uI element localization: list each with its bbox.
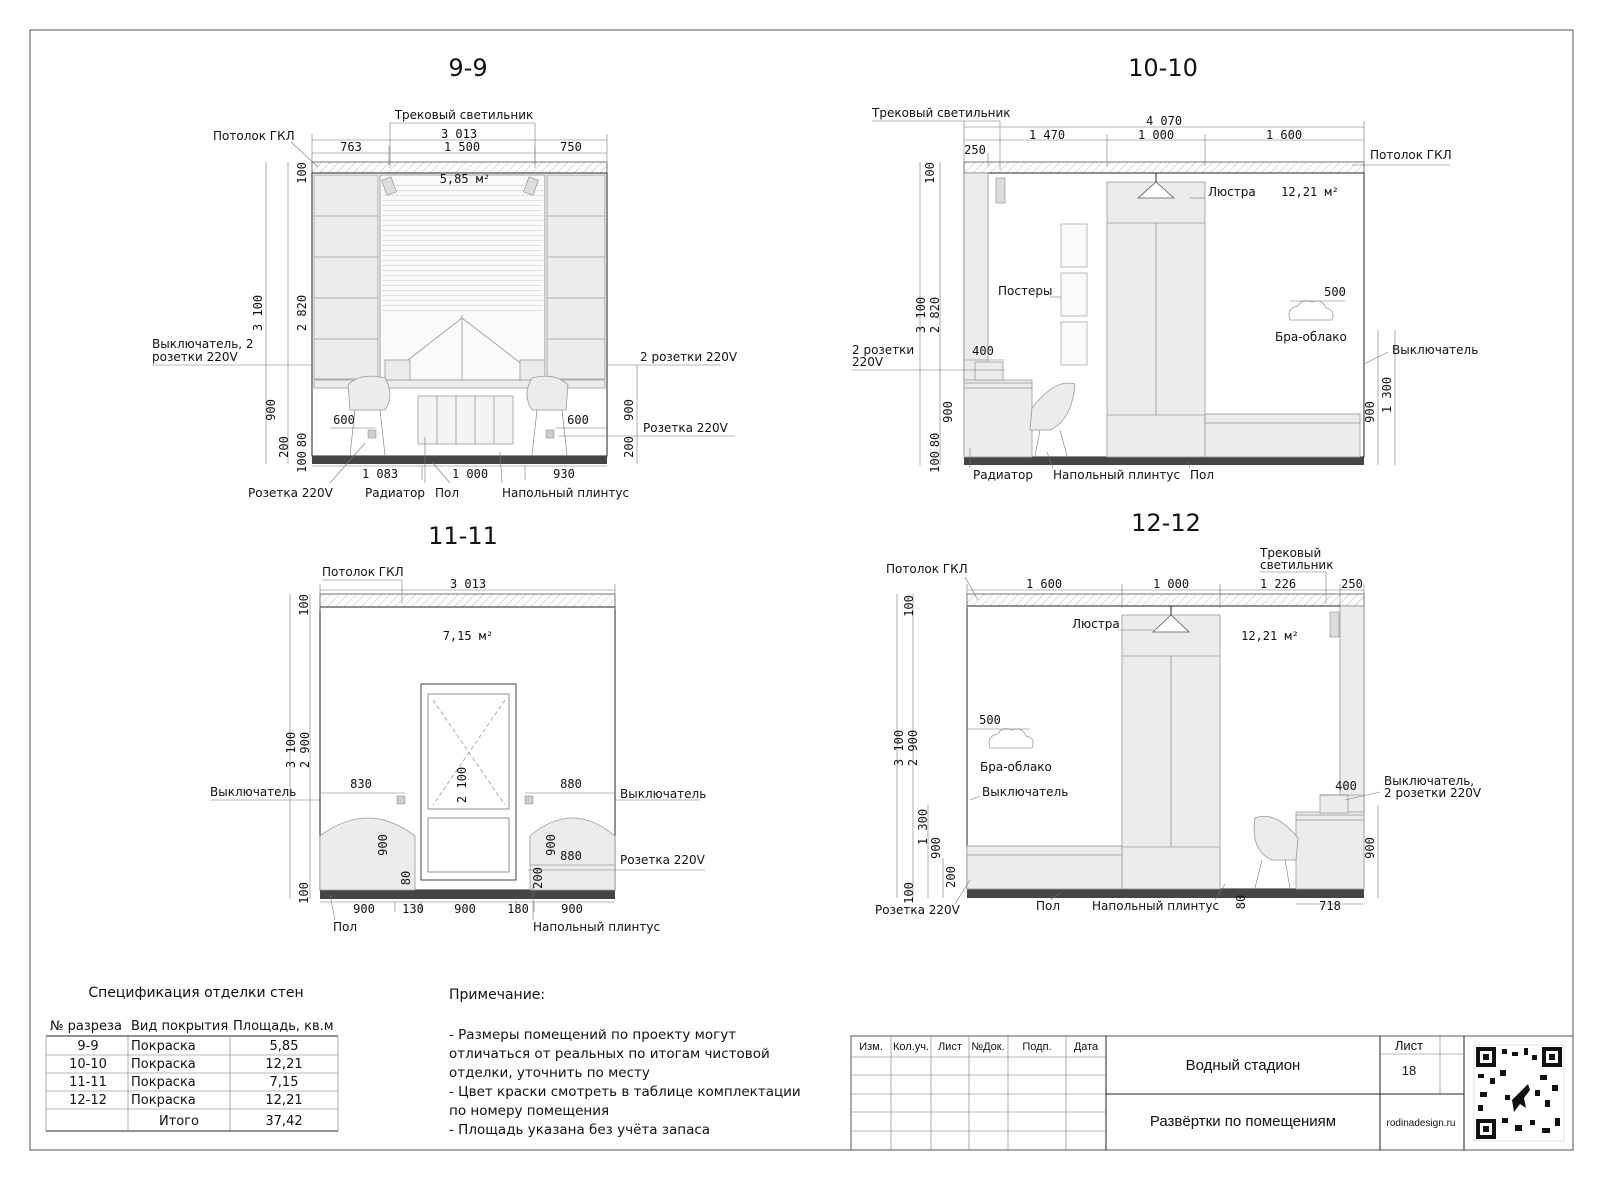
- svg-text:200: 200: [277, 436, 291, 458]
- svg-text:220V: 220V: [852, 355, 884, 369]
- spec-cell: 9-9: [77, 1039, 99, 1054]
- svg-text:Розетка 220V: Розетка 220V: [248, 486, 333, 500]
- svg-text:1 300: 1 300: [916, 808, 930, 846]
- svg-text:1 000: 1 000: [451, 467, 489, 481]
- note-line: отличаться от реальных по итогам чистовой: [449, 1046, 770, 1062]
- svg-text:Потолок ГКЛ: Потолок ГКЛ: [1370, 148, 1452, 162]
- svg-text:2 900: 2 900: [298, 731, 312, 769]
- svg-text:880: 880: [560, 849, 582, 863]
- svg-text:2 820: 2 820: [928, 296, 942, 334]
- svg-text:400: 400: [1335, 779, 1357, 793]
- svg-text:2 900: 2 900: [906, 729, 920, 767]
- svg-text:2 розетки 220V: 2 розетки 220V: [1384, 786, 1482, 800]
- svg-text:3 100: 3 100: [284, 731, 298, 769]
- svg-text:1 300: 1 300: [1380, 376, 1394, 414]
- svg-text:4 070: 4 070: [1145, 114, 1183, 128]
- spec-header: № разреза: [50, 1019, 122, 1034]
- svg-text:130: 130: [402, 902, 424, 916]
- sheet-number: 18: [1401, 1063, 1417, 1078]
- svg-text:2 розетки: 2 розетки: [852, 343, 915, 357]
- svg-text:100: 100: [295, 451, 309, 473]
- svg-text:250: 250: [964, 143, 986, 157]
- svg-text:Выключатель, 2: Выключатель, 2: [152, 337, 254, 351]
- note-line: - Площадь указана без учёта запаса: [449, 1122, 711, 1138]
- svg-text:Выключатель: Выключатель: [620, 787, 707, 801]
- svg-text:Пол: Пол: [435, 486, 460, 500]
- svg-text:100: 100: [297, 594, 311, 616]
- section-title: 10-10: [1128, 54, 1198, 82]
- site-url: rodinadesign.ru: [1386, 1118, 1456, 1129]
- svg-text:200: 200: [622, 436, 636, 458]
- tb-col: Изм.: [859, 1041, 883, 1053]
- svg-text:80: 80: [399, 870, 413, 886]
- spec-cell: 5,85: [269, 1039, 299, 1054]
- svg-text:Выключатель,: Выключатель,: [1384, 774, 1475, 788]
- spec-cell: Покраска: [131, 1075, 196, 1090]
- svg-text:930: 930: [553, 467, 575, 481]
- svg-text:180: 180: [507, 902, 529, 916]
- svg-text:80: 80: [1234, 894, 1248, 910]
- svg-text:100: 100: [902, 882, 916, 904]
- spec-cell: 10-10: [69, 1057, 107, 1072]
- svg-text:880: 880: [560, 777, 582, 791]
- svg-text:718: 718: [1319, 899, 1341, 913]
- svg-text:900: 900: [544, 834, 558, 856]
- svg-text:1 600: 1 600: [1025, 577, 1063, 591]
- svg-text:900: 900: [264, 399, 278, 421]
- svg-text:Трековый: Трековый: [1260, 546, 1322, 560]
- svg-text:763: 763: [340, 140, 362, 154]
- note-block: [449, 987, 801, 1138]
- svg-text:100: 100: [923, 162, 937, 184]
- section-title: 12-12: [1131, 509, 1201, 537]
- svg-text:900: 900: [1363, 837, 1377, 859]
- svg-text:Пол: Пол: [1036, 899, 1061, 913]
- svg-text:3 013: 3 013: [440, 127, 478, 141]
- svg-text:2 100: 2 100: [455, 766, 469, 804]
- spec-cell: 12,21: [265, 1093, 303, 1108]
- spec-cell: Покраска: [131, 1093, 196, 1108]
- section-10-10: [852, 54, 1478, 482]
- spec-table: [46, 985, 338, 1131]
- spec-total-label: Итого: [158, 1114, 200, 1129]
- section-title: 9-9: [448, 54, 488, 82]
- project-name: Водный стадион: [1185, 1057, 1301, 1074]
- spec-header: Площадь, кв.м: [233, 1019, 334, 1034]
- svg-text:400: 400: [972, 344, 994, 358]
- title-block: [851, 1036, 1573, 1150]
- svg-text:600: 600: [567, 413, 589, 427]
- svg-text:200: 200: [531, 867, 545, 889]
- svg-text:светильник: светильник: [1260, 558, 1334, 572]
- spec-cell: 7,15: [269, 1075, 299, 1090]
- svg-text:12,21 м²: 12,21 м²: [1241, 629, 1299, 643]
- svg-text:1 470: 1 470: [1028, 128, 1066, 142]
- spec-cell: Покраска: [131, 1057, 196, 1072]
- section-11-11: [210, 522, 706, 934]
- svg-text:900: 900: [353, 902, 375, 916]
- svg-text:Напольный плинтус: Напольный плинтус: [533, 920, 661, 934]
- svg-text:1 083: 1 083: [361, 467, 399, 481]
- svg-text:1 600: 1 600: [1265, 128, 1303, 142]
- tb-col: Лист: [938, 1041, 962, 1053]
- note-line: - Цвет краски смотреть в таблице комплектации: [449, 1084, 801, 1100]
- svg-text:Постеры: Постеры: [998, 284, 1053, 298]
- svg-text:1 000: 1 000: [1152, 577, 1190, 591]
- section-title: 11-11: [428, 522, 498, 550]
- svg-text:3 013: 3 013: [449, 577, 487, 591]
- svg-text:900: 900: [941, 401, 955, 423]
- svg-text:250: 250: [1341, 577, 1363, 591]
- svg-text:Розетка 220V: Розетка 220V: [643, 421, 728, 435]
- svg-text:Розетка 220V: Розетка 220V: [620, 853, 705, 867]
- svg-text:розетки 220V: розетки 220V: [152, 350, 238, 364]
- svg-text:Выключатель: Выключатель: [210, 785, 297, 799]
- tb-col: Дата: [1073, 1041, 1099, 1053]
- note-title: Примечание:: [449, 987, 546, 1003]
- svg-text:3 100: 3 100: [914, 296, 928, 334]
- svg-text:Выключатель: Выключатель: [1392, 343, 1479, 357]
- svg-text:100: 100: [928, 451, 942, 473]
- spec-cell: 12,21: [265, 1057, 303, 1072]
- svg-text:900: 900: [622, 399, 636, 421]
- svg-text:Бра-облако: Бра-облако: [980, 760, 1052, 774]
- svg-text:100: 100: [295, 162, 309, 184]
- svg-text:600: 600: [333, 413, 355, 427]
- svg-text:Люстра: Люстра: [1072, 617, 1120, 631]
- spec-cell: Покраска: [131, 1039, 196, 1054]
- drawing-name: Развёртки по помещениям: [1149, 1113, 1337, 1130]
- svg-text:100: 100: [297, 882, 311, 904]
- svg-text:Потолок ГКЛ: Потолок ГКЛ: [322, 565, 404, 579]
- note-line: по номеру помещения: [449, 1103, 610, 1119]
- svg-text:Розетка 220V: Розетка 220V: [875, 903, 960, 917]
- svg-text:Напольный плинтус: Напольный плинтус: [502, 486, 630, 500]
- qr-code-icon: [1474, 1045, 1564, 1141]
- svg-text:7,15 м²: 7,15 м²: [442, 629, 494, 643]
- svg-text:Выключатель: Выключатель: [982, 785, 1069, 799]
- svg-text:3 100: 3 100: [251, 294, 265, 332]
- svg-text:5,85 м²: 5,85 м²: [439, 172, 491, 186]
- spec-cell: 11-11: [69, 1075, 107, 1090]
- svg-text:Радиатор: Радиатор: [365, 486, 425, 500]
- sheet-label: Лист: [1394, 1038, 1424, 1053]
- svg-text:80: 80: [295, 432, 309, 448]
- svg-text:500: 500: [1324, 285, 1346, 299]
- svg-text:Радиатор: Радиатор: [973, 468, 1033, 482]
- section-9-9: [152, 54, 738, 500]
- svg-text:200: 200: [944, 866, 958, 888]
- svg-text:830: 830: [350, 777, 372, 791]
- svg-text:1 226: 1 226: [1259, 577, 1297, 591]
- svg-text:900: 900: [376, 834, 390, 856]
- svg-text:500: 500: [979, 713, 1001, 727]
- svg-text:Пол: Пол: [333, 920, 358, 934]
- svg-text:Потолок ГКЛ: Потолок ГКЛ: [213, 129, 295, 143]
- svg-text:Трековый светильник: Трековый светильник: [872, 106, 1011, 120]
- svg-text:100: 100: [902, 595, 916, 617]
- svg-text:Напольный плинтус: Напольный плинтус: [1092, 899, 1220, 913]
- svg-text:1 000: 1 000: [1137, 128, 1175, 142]
- svg-text:1 500: 1 500: [443, 140, 481, 154]
- svg-text:Потолок ГКЛ: Потолок ГКЛ: [886, 562, 968, 576]
- svg-text:80: 80: [928, 432, 942, 448]
- svg-text:750: 750: [560, 140, 582, 154]
- spec-total-value: 37,42: [265, 1114, 303, 1129]
- svg-text:Люстра: Люстра: [1208, 185, 1256, 199]
- svg-text:Напольный плинтус: Напольный плинтус: [1053, 468, 1181, 482]
- svg-text:900: 900: [1363, 401, 1377, 423]
- spec-title: Спецификация отделки стен: [88, 985, 304, 1001]
- svg-text:2 розетки 220V: 2 розетки 220V: [640, 350, 738, 364]
- svg-text:Бра-облако: Бра-облако: [1275, 330, 1347, 344]
- svg-text:900: 900: [929, 837, 943, 859]
- svg-text:Трековый светильник: Трековый светильник: [394, 108, 534, 122]
- tb-col: Подп.: [1022, 1041, 1052, 1053]
- svg-text:900: 900: [561, 902, 583, 916]
- spec-header: Вид покрытия: [131, 1019, 229, 1034]
- svg-text:900: 900: [454, 902, 476, 916]
- note-line: отделки, уточнить по месту: [449, 1065, 650, 1081]
- spec-cell: 12-12: [69, 1093, 107, 1108]
- svg-text:2 820: 2 820: [295, 294, 309, 332]
- svg-text:12,21 м²: 12,21 м²: [1281, 185, 1339, 199]
- section-12-12: [875, 509, 1482, 917]
- note-line: - Размеры помещений по проекту могут: [449, 1027, 737, 1043]
- tb-col: Кол.уч.: [892, 1041, 930, 1053]
- svg-text:3 100: 3 100: [892, 729, 906, 767]
- svg-text:Пол: Пол: [1190, 468, 1215, 482]
- tb-col: №Док.: [971, 1041, 1005, 1053]
